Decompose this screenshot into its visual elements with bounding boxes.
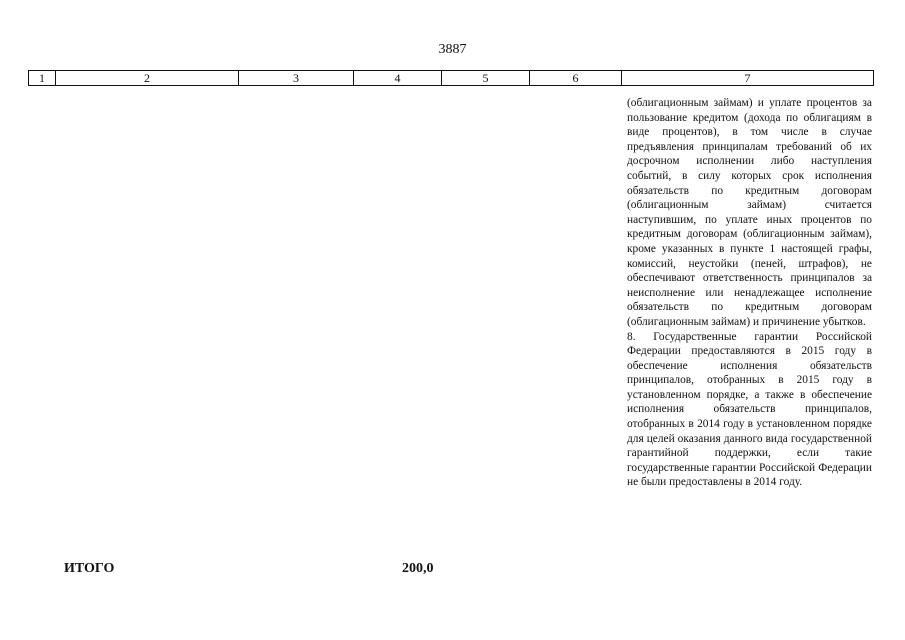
column-header-table bbox=[28, 70, 874, 86]
header-row bbox=[29, 71, 874, 86]
header-col-1: 1 bbox=[29, 71, 56, 86]
page-number: 3887 bbox=[438, 42, 467, 57]
header-col-2: 2 bbox=[56, 71, 239, 86]
header-col-7: 7 bbox=[622, 71, 874, 86]
header-col-6: 6 bbox=[530, 71, 622, 86]
header-col-4: 4 bbox=[354, 71, 442, 86]
column-7-text bbox=[627, 96, 872, 490]
header-col-5: 5 bbox=[442, 71, 530, 86]
total-label: ИТОГО bbox=[64, 561, 115, 576]
header-col-3: 3 bbox=[239, 71, 354, 86]
total-value: 200,0 bbox=[402, 561, 434, 576]
col7-paragraph-1: (облигационным займам) и уплате процентов за пользование кредитом (дохода по облигациям в виде процентов), в том числе в случае предъявления принципалам требований об их досрочном исполнении либо наступления событий, в силу которых срок исполнения обязательств по кредитным договорам (облигационным займам) считается наступившим, по уплате иных процентов по кредитным договорам (облигационным займам), кроме указанных в пункте 1 настоящей графы, комиссий, неустойки (пеней, штрафов), не обеспечивают ответственность принципалов за неисполнение или ненадлежащее исполнение обязательств по кредитным договорам (облигационным займам) и причинение убытков. bbox=[627, 97, 872, 328]
col7-paragraph-2: 8. Государственные гарантии Российской Федерации предоставляются в 2015 году в обеспечение исполнения обязательств принципалов, отобранных в 2015 году в установленном порядке, а также в обеспечение исполнения обязательств принципалов, отобранных в 2014 году в установленном порядке для целей оказания данного вида государственной гарантийной поддержки, если такие государственные гарантии Российской Федерации не были предоставлены в 2014 году. bbox=[627, 330, 872, 489]
